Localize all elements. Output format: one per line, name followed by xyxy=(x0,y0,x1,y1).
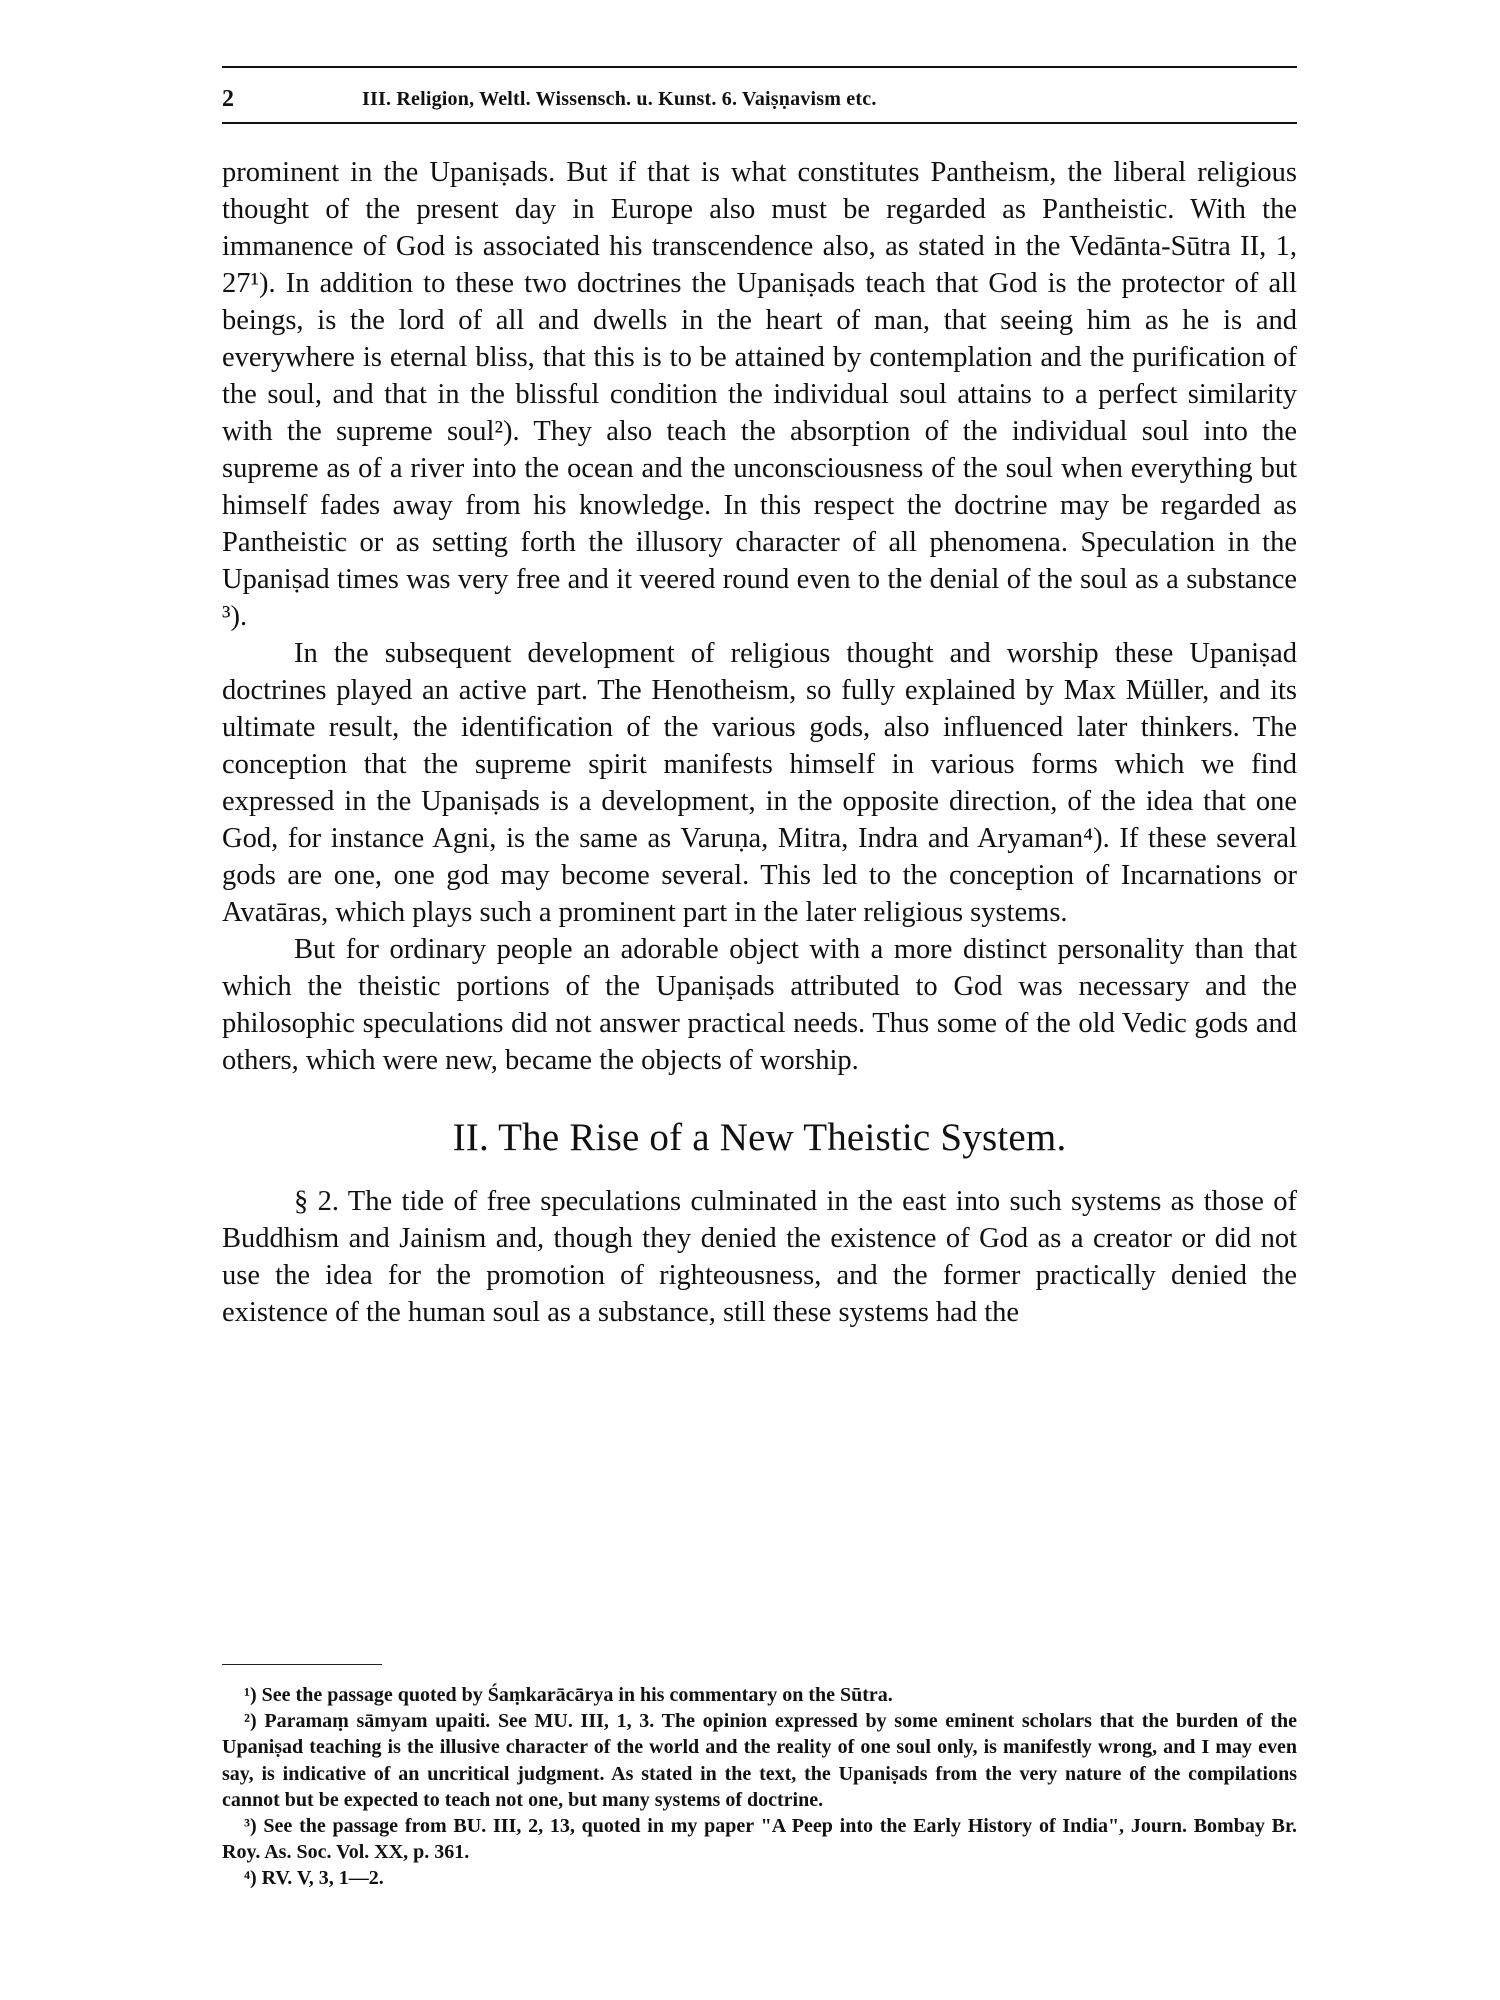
document-page xyxy=(222,62,1297,1982)
footnote-3: ³) See the passage from BU. III, 2, 13, quoted in my paper "A Peep into the Early History of India", Journ. Bombay Br. Roy. As. Soc. Vol. XX, p. 361. xyxy=(222,1815,1297,1864)
running-title: III. Religion, Weltl. Wissensch. u. Kunst. 6. Vaiṣṇavism etc. xyxy=(362,88,877,110)
main-text xyxy=(222,154,1297,1331)
running-header xyxy=(222,82,1297,116)
paragraph-worship: But for ordinary people an adorable object with a more distinct personality than that which the theistic portions of the Upaniṣads attributed to God was necessary and the philosophic speculations did not answer practical needs. Thus some of the old Vedic gods and others, which were new, became the objects of worship. xyxy=(222,934,1297,1076)
footnote-rule xyxy=(222,1664,382,1665)
section-title: II. The Rise of a New Theistic System. xyxy=(452,1116,1067,1159)
header-rule xyxy=(222,122,1297,124)
footnote-1: ¹) See the passage quoted by Śaṃkarācārya in his commentary on the Sūtra. xyxy=(244,1684,893,1706)
top-rule xyxy=(222,66,1297,68)
paragraph-henotheism: In the subsequent development of religious thought and worship these Upaniṣad doctrines played an active part. The Henotheism, so fully explained by Max Müller, and its ultimate result, the identification of the various gods, also influenced later thinkers. The conception that the supreme spirit manifests himself in various forms which we find expressed in the Upaniṣads is a development, in the opposite direction, of the idea that one God, for instance Agni, is the same as Varuṇa, Mitra, Indra and Aryaman⁴). If these several gods are one, one god may become several. This led to the conception of Incarnations or Avatāras, which plays such a prominent part in the later religious systems. xyxy=(222,638,1297,928)
section-paragraph: § 2. The tide of free speculations culminated in the east into such systems as those of Buddhism and Jainism and, though they denied the existence of God as a creator or did not use the idea for the promotion of righteousness, and the former practically denied the existence of the human soul as a substance, still these systems had the xyxy=(222,1186,1297,1328)
page-number: 2 xyxy=(222,86,234,112)
footnote-4: ⁴) RV. V, 3, 1—2. xyxy=(244,1867,384,1890)
paragraph-pantheism: prominent in the Upaniṣads. But if that is what constitutes Pantheism, the liberal religious thought of the present day in Europe also must be regarded as Pantheistic. With the immanence of God is associated his transcendence also, as stated in the Vedānta-Sūtra II, 1, 27¹). In addition to these two doctrines the Upaniṣads teach that God is the protector of all beings, is the lord of all and dwells in the heart of man, that seeing him as he is and everywhere is eternal bliss, that this is to be attained by contemplation and the purification of the soul, and that in the blissful condition the individual soul attains to a perfect similarity with the supreme soul²). They also teach the absorption of the individual soul into the supreme as of a river into the ocean and the unconsciousness of the soul when everything but himself fades away from his knowledge. In this respect the doctrine may be regarded as Pantheistic or as setting forth the illusory character of all phenomena. Speculation in the Upaniṣad times was very free and it veered round even to the denial of the soul as a substance ³). xyxy=(222,157,1297,632)
footnotes xyxy=(222,1682,1297,1892)
footnote-2: ²) Paramaṃ sāmyam upaiti. See MU. III, 1, 3. The opinion expressed by some eminent scholars that the burden of the Upaniṣad teaching is the illusive character of the world and the reality of one soul only, is manifestly wrong, and I may even say, is indicative of an uncritical judgment. As stated in the text, the Upaniṣads from the very nature of the compilations cannot but be expected to teach not one, but many systems of doctrine. xyxy=(222,1710,1297,1811)
